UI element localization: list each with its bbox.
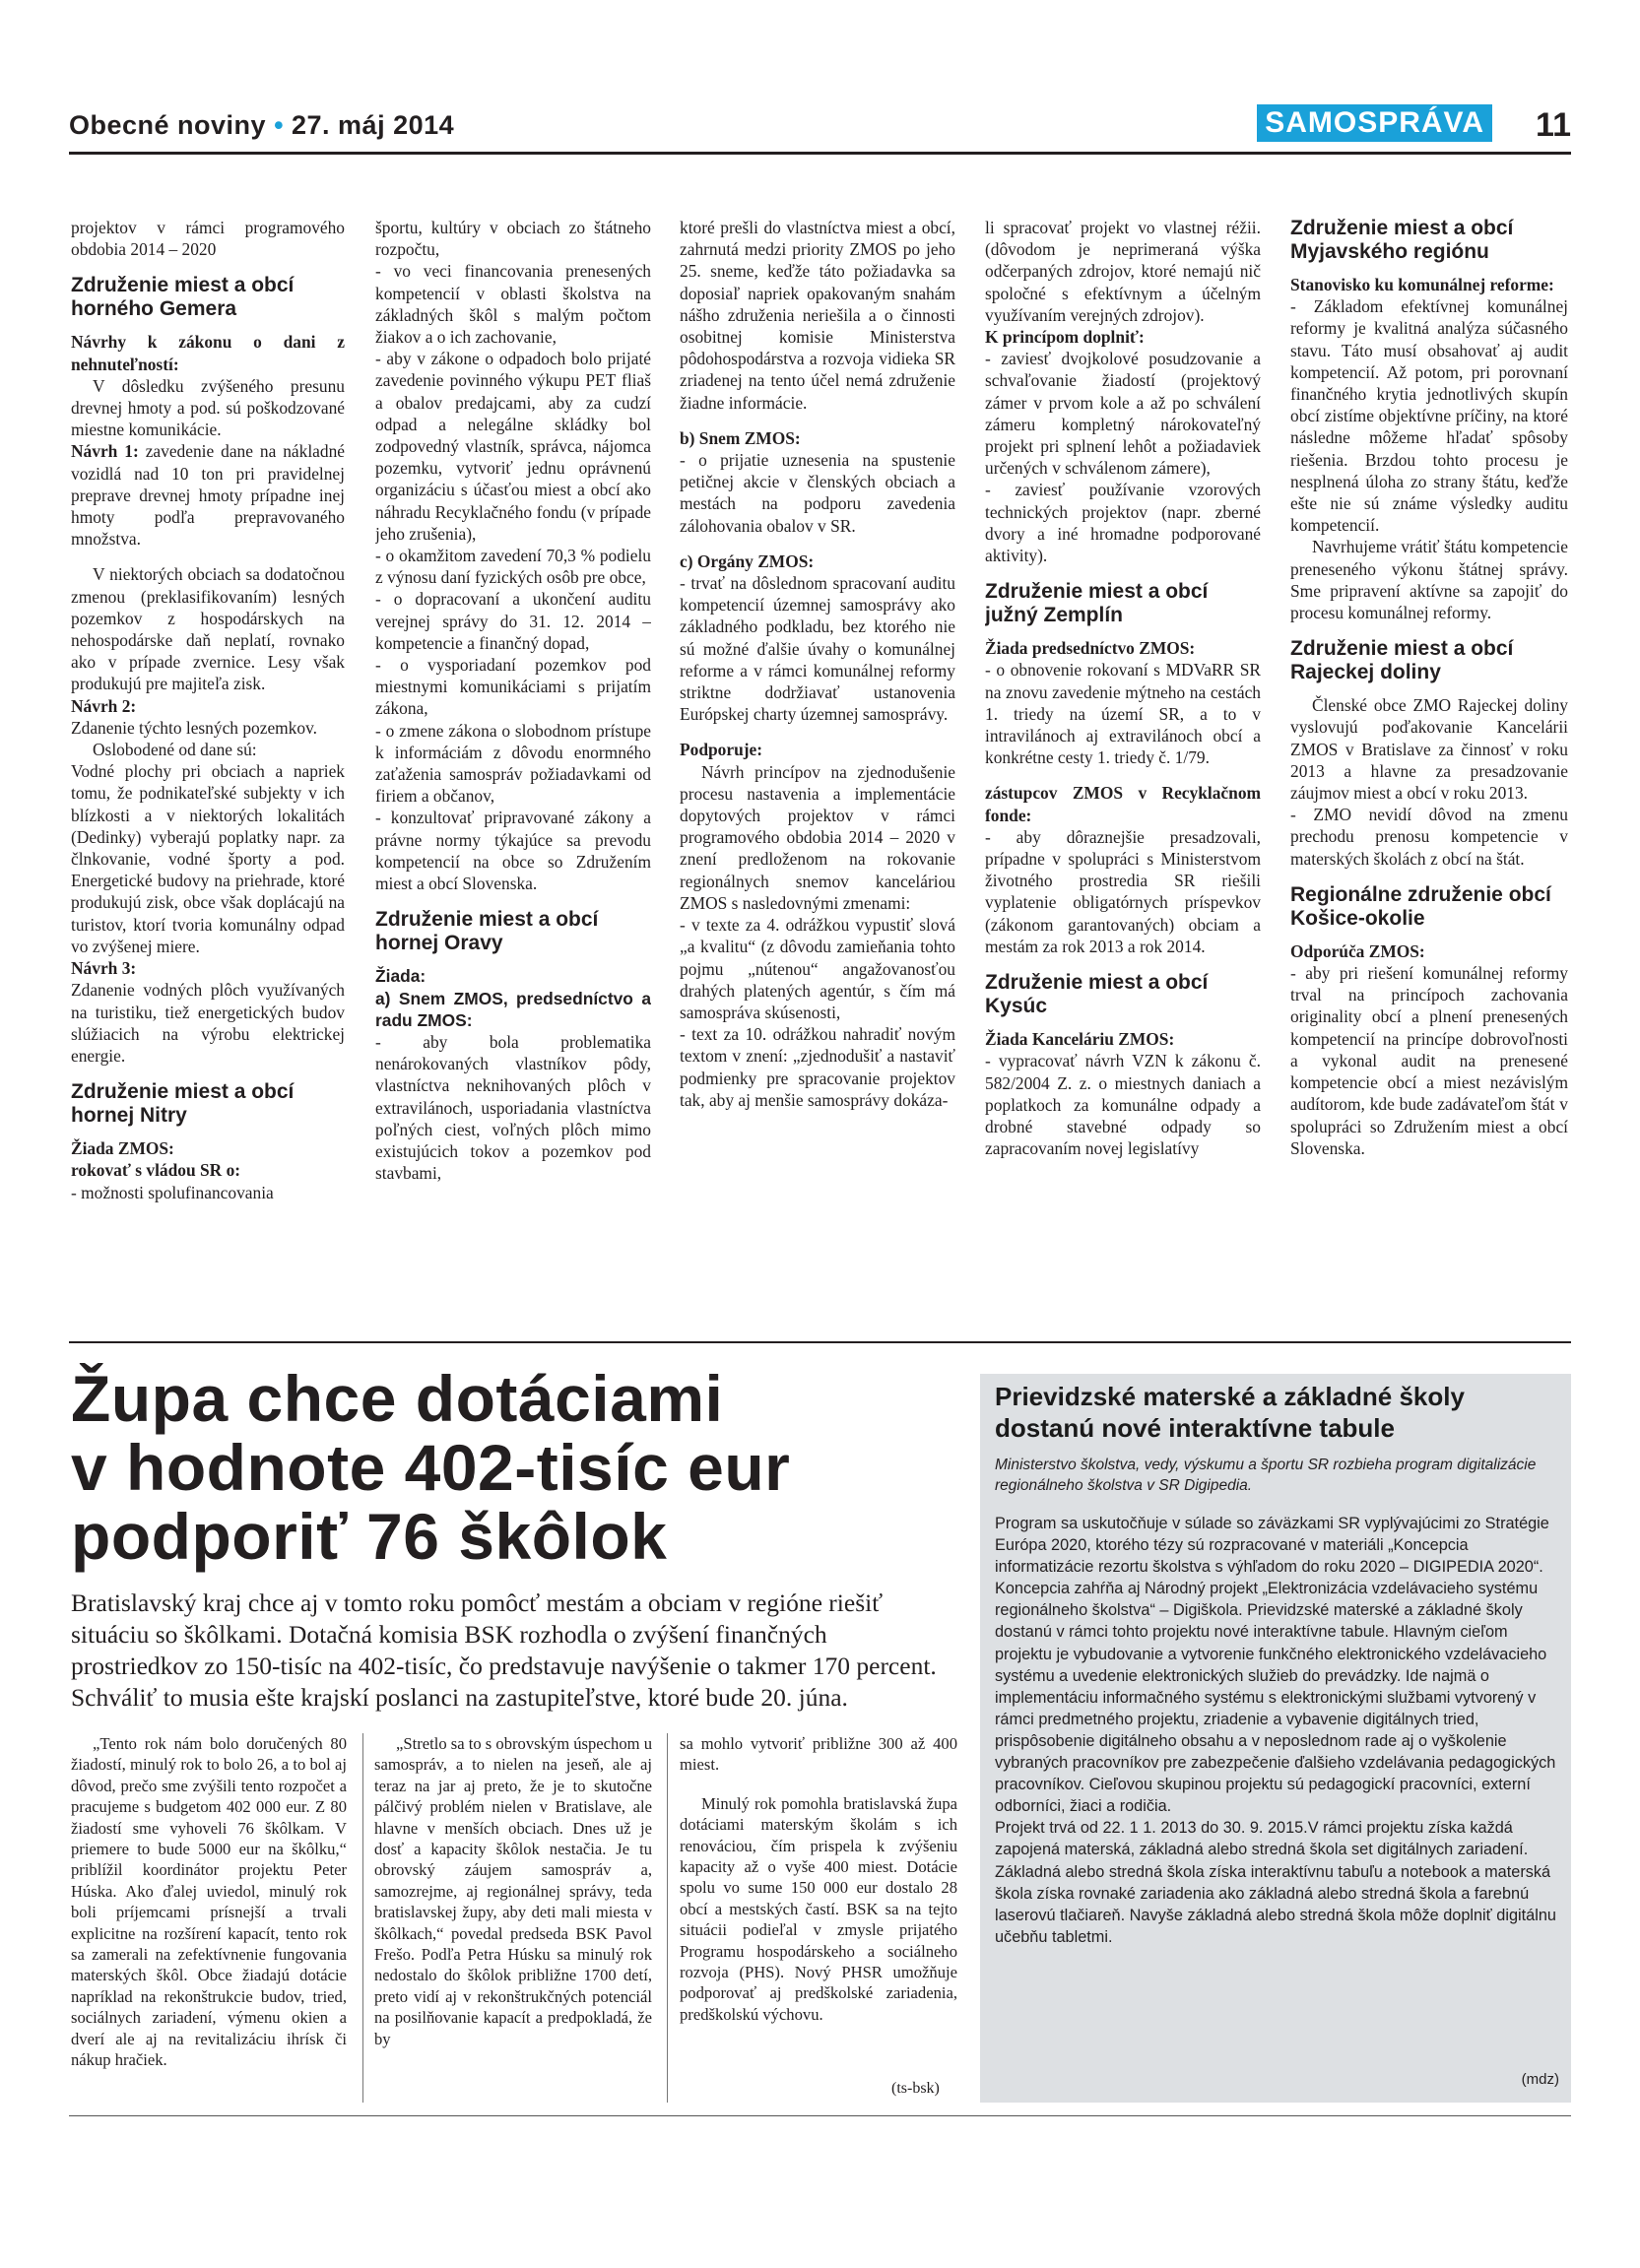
paragraph: - zaviesť dvojkolové posudzovanie a schvaľovanie žiadostí (projektový zámer v prvom kole a až po schválení zámeru kompletný nárokovateľný projekt pri splnení lehôt a požiadaviek určených v schválenom zámere), xyxy=(985,349,1261,479)
section-heading: Združenie miest a obcí hornej Nitry xyxy=(71,1080,295,1128)
subheading: Návrhy k zákonu o dani z nehnuteľností: xyxy=(71,332,345,374)
paragraph: - o zmene zákona o slobodnom prístupe k informáciám z dôvodu enormného zaťaženia samospráv požiadavkami od firiem a občanov, xyxy=(375,720,651,807)
paragraph: - o prijatie uznesenia na spustenie petičnej akcie v členských obciach a mestách na podporu zavedenia zálohovania obalov v SR. xyxy=(680,450,955,536)
column-5 xyxy=(1290,217,1568,1349)
page-number: 11 xyxy=(1536,106,1571,144)
paragraph: - o obnovenie rokovaní s MDVaRR SR na znovu zavedenie mýtneho na cestách 1. triedy na území SR, a to v intravilánoch aj extravilánoch obcí a konkrétne cesty 1. triedy č. 1/79. xyxy=(985,660,1261,768)
paragraph: li spracovať projekt vo vlastnej réžii. (dôvodom je neprimeraná výška odčerpaných zdrojov, ktoré nemajú nič spoločné s efektívnym a účelným využívaním verejných zdrojov). xyxy=(985,218,1261,325)
section-label: SAMOSPRÁVA xyxy=(1257,104,1492,142)
paragraph: sa mohlo vytvoriť približne 300 až 400 miest. xyxy=(680,1734,957,1775)
column-3 xyxy=(680,217,955,1349)
subheading: Žiada ZMOS: xyxy=(71,1138,174,1159)
paper-name: Obecné noviny xyxy=(69,110,267,140)
subheading: Žiada predsedníctvo ZMOS: xyxy=(985,638,1196,659)
subheading: Žiada: xyxy=(375,966,426,987)
bottom-rule xyxy=(69,2115,1571,2116)
box-body xyxy=(995,1513,1561,1948)
column-rule xyxy=(362,1733,363,2103)
box-title: Prievidzské materské a základné školy dostanú nové interaktívne tabule xyxy=(995,1382,1465,1443)
paragraph: Návrh princípov na zjednodušenie procesu nastavenia a implementácie dopytových projektov v rámci programového obdobia 2014 – 2020 v znení predloženom na rokovanie regionálnych snemov kanceláriou ZMOS s nasledovnými zmenami: xyxy=(680,761,955,913)
article-column-2 xyxy=(374,1733,652,2049)
article-lead: Bratislavský kraj chce aj v tomto roku pomôcť mestám a obciam v regióne riešiť situáciu so škôlkami. Dotačná komisia BSK rozhodla o zvýšení finančných prostriedkov zo 150-tisíc na 402-tisíc, čo predstavuje navýšenie o takmer 170 percent. Schváliť to musia ešte krajskí poslanci na zastupiteľstve, ktoré bude 20. júna. xyxy=(71,1588,937,1712)
paragraph: V niektorých obciach sa dodatočnou zmenou (preklasifikovaním) lesných pozemkov z hospodárskych na nehospodárske daň neplatí, rovnako ako v prípade zvernice. Lesy však produkujú pre majiteľa zisk. xyxy=(71,564,345,694)
paragraph: Zdanenie vodných plôch využívaných na turistiku, tiež energetických budov slúžiacich na výrobu elektrickej energie. xyxy=(71,980,345,1066)
masthead xyxy=(69,110,454,141)
box-subtitle: Ministerstvo školstva, vedy, výskumu a športu SR rozbieha program digitalizácie regionálneho školstva v SR Digipedia. xyxy=(995,1457,1537,1494)
label: Návrh 3: xyxy=(71,958,137,979)
label: Návrh 1: xyxy=(71,441,139,462)
paragraph: - trvať na dôslednom spracovaní auditu kompetencií územnej samosprávy ako základného podkladu, bez ktorého nie sú možné ďalšie úvahy o komunálnej reforme a v rámci komunálnej reformy striktne dodržiavať ustanovenia Európskej charty územnej samosprávy. xyxy=(680,573,955,725)
paragraph: - o vysporiadaní pozemkov pod miestnymi komunikáciami s prijatím zákona, xyxy=(375,655,651,719)
subheading: a) Snem ZMOS, predsedníctvo a radu ZMOS: xyxy=(375,988,651,1030)
separator-dot: • xyxy=(274,110,285,140)
text: zavedenie dane na nákladné vozidlá nad 10 ton pri pravidelnej preprave drevnej hmoty prípadne inej hmoty podľa prepravovaného množstva. xyxy=(71,441,345,550)
paragraph: - text za 10. odrážkou nahradiť novým textom v znení: „zjednodušiť a nastaviť podmienky pre spracovanie projektov tak, aby aj menšie samosprávy dokáza- xyxy=(680,1024,955,1110)
article-column-1 xyxy=(71,1733,347,2071)
paragraph: - ZMO nevidí dôvod na zmenu prechodu prenosu kompetencie v materských školách z obcí na štát. xyxy=(1290,805,1568,869)
subheading: Žiada Kanceláriu ZMOS: xyxy=(985,1029,1175,1050)
paragraph: Projekt trvá od 22. 1 1. 2013 do 30. 9. 2015.V rámci projektu získa každá zapojená materská, základná alebo stredná škola set digitálnych zariadení. Základná alebo stredná škola získa interaktívnu tabuľu a notebook a materská škola získa rovnaké zariadenia ako základná alebo stredná škola a farebnú laserovú tlačiareň. Navyše základná alebo stredná škola môže doplniť digitálnu učebňu tabletmi. xyxy=(995,1819,1556,1946)
article-signature: (ts-bsk) xyxy=(891,2080,940,2097)
subheading: rokovať s vládou SR o: xyxy=(71,1160,241,1181)
paragraph: ktoré prešli do vlastníctva miest a obcí, zahrnutá medzi priority ZMOS po jeho 25. sneme, keďže táto požiadavka sa doposiaľ napriek opakovaným snahám nášho združenia neriešila a o činnosti osobitnej komisie Ministerstva pôdohospodárstva a rozvoja vidieka SR zriadenej na tento účel nemá združenie žiadne informácie. xyxy=(680,218,955,413)
article-headline xyxy=(71,1364,957,1571)
paragraph: - aby v zákone o odpadoch bolo prijaté zavedenie povinného výkupu PET fliaš a obalov predajcami, aby za cudzí odpad a nelegálne skládky bol zodpovedný vlastník, správca, nájomca pozemku, vytvoriť jednu oprávnenú organizáciu s účasťou miest a obcí ako náhradu Recyklačného fondu (v prípade jeho zrušenia), xyxy=(375,349,651,544)
paragraph: projektov v rámci programového obdobia 2014 – 2020 xyxy=(71,218,345,260)
label: Návrh 2: xyxy=(71,695,137,716)
column-rule xyxy=(667,1733,668,2103)
paragraph: Navrhujeme vrátiť štátu kompetencie preneseného výkonu štátnej správy. Sme pripravení aktívne sa zapojiť do procesu komunálnej reformy. xyxy=(1290,537,1568,623)
paragraph: športu, kultúry v obciach zo štátneho rozpočtu, xyxy=(375,218,651,260)
paragraph: Oslobodené od dane sú: xyxy=(93,740,257,760)
section-heading: Združenie miest a obcí Rajeckej doliny xyxy=(1290,637,1514,684)
section-heading: Združenie miest a obcí hornej Oravy xyxy=(375,908,599,955)
paragraph: Minulý rok pomohla bratislavská župa dotáciami materským školám s ich renováciou, čím prispela k zvýšeniu kapacity až o vyše 400 miest. Dotácie spolu vo sume 150 000 eur dostalo 28 obcí a mestských častí. BSK sa na tejto situácii podieľal v zmysle prijatého Programu hospodárskeho a sociálneho rozvoja (PHS). Nový PHSR umožňuje podporovať aj predškolské zariadenia, predškolskú výchovu. xyxy=(680,1793,957,2024)
box-signature: (mdz) xyxy=(1521,2071,1559,2088)
headline-line: v hodnote 402-tisíc eur xyxy=(71,1431,791,1504)
column-4 xyxy=(985,217,1261,1349)
subheading: Odporúča ZMOS: xyxy=(1290,940,1425,961)
paragraph: - Základom efektívnej komunálnej reformy je kvalitná analýza súčasného stavu. Táto musí obsahovať aj audit kompetencií. Až potom, pri porovnaní finančného krytia jednotlivých skupín obcí zistíme objektívne príčiny, na ktoré následne môžeme hľadať spôsoby riešenia. Brzdou tohto procesu je nesplnená úloha zo strany štátu, keďže ešte nie sú známe výsledky auditu kompetencií. xyxy=(1290,296,1568,536)
column-1 xyxy=(71,217,345,1349)
paragraph: Zdanenie týchto lesných pozemkov. xyxy=(71,717,317,738)
headline-line: podporiť 76 škôlok xyxy=(71,1500,668,1573)
subheading: zástupcov ZMOS v Recyklačnom fonde: xyxy=(985,783,1261,825)
paragraph: - konzultovať pripravované zákony a právne normy týkajúce sa prevodu kompetencií na obce so Združením miest a obcí Slovenska. xyxy=(375,808,651,894)
section-heading: Združenie miest a obcí Myjavského regiónu xyxy=(1290,217,1514,263)
paragraph: - o dopracovaní a ukončení auditu verejnej správy do 31. 12. 2014 – kompetencie a finančný dopad, xyxy=(375,589,651,653)
paragraph: „Stretlo sa to s obrovským úspechom u samospráv, a to nielen na jeseň, ale aj teraz na jar aj preto, že je to skutočne pálčivý problém nielen v Bratislave, ale hlavne v menších obciach. Dnes už je dosť a kapacity škôlok nestačia. Je tu obrovský záujem samospráv a, samozrejme, aj regionálnej správy, teda bratislavskej župy, aby deti mali miesta v škôlkach,“ povedal predseda BSK Pavol Frešo. Podľa Petra Húsku sa minulý rok nedostalo do škôlok približne 1700 detí, preto vidí aj v rekonštrukčných potenciál na posilňovanie kapacít a predpokladá, že by xyxy=(374,1734,652,2048)
paragraph: „Tento rok nám bolo doručených 80 žiadostí, minulý rok to bolo 26, a to bol aj dôvod, prečo sme zvýšili tento rozpočet a pracujeme s budgetom 402 000 eur. Z 80 žiadostí sme vyhoveli 76 škôlkam. V priemere to bude 5000 eur na škôlku,“ priblížil koordinátor projektu Peter Húska. Ako ďalej uviedol, minulý rok boli príjemcami prísnejší a trvali explicitne na rozšírení kapacít, tento rok sa zamerali na zefektívnenie fungovania materských škôl. Obce žiadajú dotácie napríklad na rekonštrukcie budov, tried, sociálnych zariadení, výmenu okien a dverí ale aj na revitalizáciu ihrísk či nákup hračiek. xyxy=(71,1734,347,2070)
paragraph: - vo veci financovania prenesených kompetencií v oblasti školstva na základných škôl s malým počtom žiakov a o ich zachovanie, xyxy=(375,261,651,348)
section-heading: Regionálne združenie obcí Košice-okolie xyxy=(1290,882,1551,930)
section-divider xyxy=(69,1341,1571,1343)
paragraph: - zaviesť používanie vzorových technických projektov (napr. zberné dvory a iné hromadne podporované aktivity). xyxy=(985,480,1261,566)
subheading: b) Snem ZMOS: xyxy=(680,427,801,448)
issue-date: 27. máj 2014 xyxy=(292,110,455,140)
section-heading: Združenie miest a obcí Kysúc xyxy=(985,971,1209,1018)
subheading: c) Orgány ZMOS: xyxy=(680,551,815,571)
paragraph: - vypracovať návrh VZN k zákonu č. 582/2004 Z. z. o miestnych daniach a poplatkoch za komunálne odpady a drobné stavebné odpady so zapracovaním novej legislatívy xyxy=(985,1051,1261,1159)
page-header xyxy=(69,102,1571,155)
paragraph: - aby dôraznejšie presadzovali, prípadne v spolupráci s Ministerstvom životného prostredia SR riešili vyplatenie obligatórnych príspevkov (zákonom garantovaných) obciam a mestám za rok 2013 a rok 2014. xyxy=(985,826,1261,956)
subheading: Podporuje: xyxy=(680,740,763,760)
section-heading: Združenie miest a obcí južný Zemplín xyxy=(985,580,1209,627)
column-2 xyxy=(375,217,651,1349)
paragraph xyxy=(71,440,345,550)
subheading: K princípom doplniť: xyxy=(985,327,1145,348)
paragraph: Program sa uskutočňuje v súlade so záväzkami SR vyplývajúcimi zo Stratégie Európa 2020, ktorého tézy sú rozpracované v materiáli „Koncepcia informatizácie rezortu školstva s výhľadom do roku 2020 – DIGIPEDIA 2020“. Koncepcia zahŕňa aj Národný projekt „Elektronizácia vzdelávacieho systému regionálneho školstva“ – Digiškola. Prievidzské materské a základné školy dostanú v rámci tohto projektu nové interaktívne tabule. Hlavným cieľom projektu je vybudovanie a vytvorenie funkčného elektronického vzdelávacieho systému a uvedenie elektronických služieb do prevádzky. Ide najmä o implementáciu informačného systému s elektronickými službami vytvorený v rámci predmetného projektu, zriadenie a vybavenie digitálnych tried, prispôsobenie digitálneho obsahu a v neposlednom rade aj o vyškolenie vybraných pracovníkov pre zabezpečenie ďalšieho vzdelávania pedagogických pracovníkov. Cieľovou skupinou projektu sú pedagogickí pracovníci, externí odborníci, žiaci a rodičia. xyxy=(995,1515,1556,1816)
paragraph: - v texte za 4. odrážkou vypustiť slová „a kvalitu“ (z dôvodu zamieňania tohto pojmu „nútenou“ angažovanosťou drahých platených agentúr, s čím má samospráva skúsenosti, xyxy=(680,915,955,1022)
article-column-3 xyxy=(680,1733,957,2025)
section-heading: Združenie miest a obcí horného Gemera xyxy=(71,274,295,321)
paragraph: Vodné plochy pri obciach a napriek tomu, že podnikateľské subjekty v ich blízkosti a v niektorých lokalitách (Dedinky) vyberajú poplatky napr. za člnkovanie, vodné športy a pod. Energetické budovy na priehrade, ktoré produkujú zisk, obce však doplácajú na turistov, ktorí tvoria komunálny odpad vo zvýšenej miere. xyxy=(71,761,345,956)
paragraph: - aby pri riešení komunálnej reformy trval na princípoch zachovania originality obcí a plnení prenesených kompetencií na princípe dobrovoľnosti a vykonal audit na prenesené kompetencie obcí a miest nezávislým audítorom, kde bude zadávateľom štát v spolupráci so Združením miest a obcí Slovenska. xyxy=(1290,963,1568,1158)
headline-line: Župa chce dotáciami xyxy=(71,1362,724,1435)
subheading: Stanovisko ku komunálnej reforme: xyxy=(1290,275,1554,294)
paragraph: - možnosti spolufinancovania xyxy=(71,1182,274,1202)
paragraph: Členské obce ZMO Rajeckej doliny vyslovujú poďakovanie Kancelárii ZMOS v Bratislave za činnosť v roku 2013 a hlavne za presadzovanie záujmov miest a obcí v roku 2013. xyxy=(1290,695,1568,804)
paragraph: - aby bola problematika nenárokovaných vlastníkov pôdy, vlastníctva neknihovaných plôch v extravilánoch, usporiadania vlastníctva poľných ciest, voľných plôch mimo existujúcich tokov a pozemkov pod stavbami, xyxy=(375,1031,651,1184)
paragraph: V dôsledku zvýšeného presunu drevnej hmoty a pod. sú poškodzované miestne komunikácie. xyxy=(71,375,345,440)
paragraph: - o okamžitom zavedení 70,3 % podielu z výnosu daní fyzických osôb pre obce, xyxy=(375,546,651,588)
